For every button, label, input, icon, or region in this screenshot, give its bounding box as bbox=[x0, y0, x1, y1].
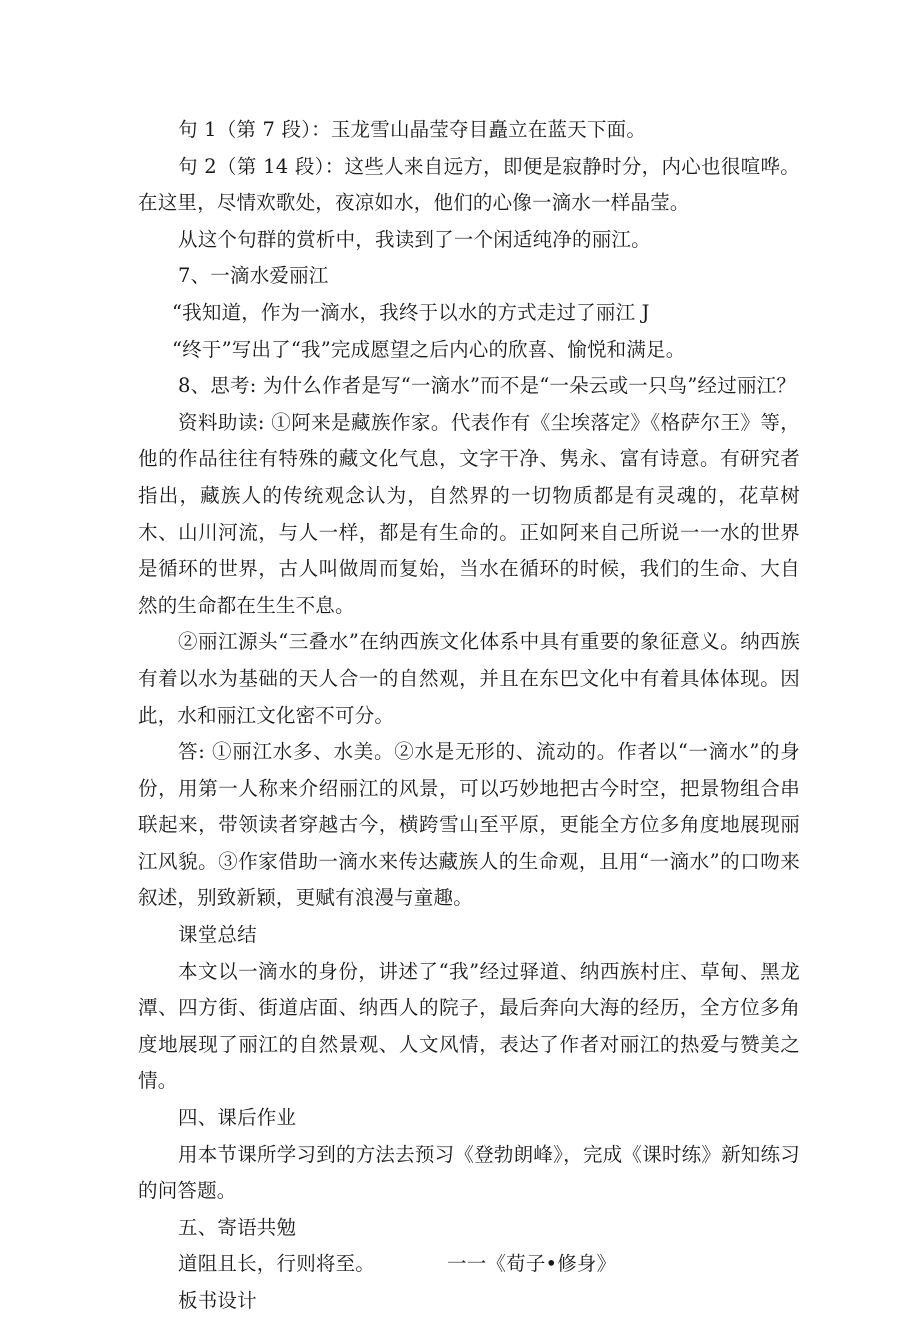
motto-quote: 道阻且长，行则将至。 bbox=[178, 1252, 376, 1276]
motto-line bbox=[138, 1246, 800, 1283]
reference-material-2: ②丽江源头“三叠水”在纳西族文化体系中具有重要的象征意义。纳西族有着以水为基础的天人合一的自然观，并且在东巴文化中有着具体体现。因此，水和丽江文化密不可分。 bbox=[138, 630, 800, 727]
section-heading-7: 7、一滴水爱丽江 bbox=[178, 264, 329, 288]
blackboard-design-heading: 板书设计 bbox=[178, 1289, 257, 1312]
document-body bbox=[138, 112, 800, 1320]
reference-material-1: 资料助读: ①阿来是藏族作家。代表作有《尘埃落定》《格萨尔王》等，他的作品往往有特殊的藏文化气息，文字干净、隽永、富有诗意。有研究者指出，藏族人的传统观念认为，自然界的一切物质都是有灵魂的，花草树木、山川河流，与人一样，都是有生命的。正如阿来自己所说一一水的世界是循环的世界，古人叫做周而复始，当水在循环的时候，我们的生命、大自然的生命都在生生不息。 bbox=[138, 410, 800, 617]
class-summary-text: 本文以一滴水的身份，讲述了“我”经过驿道、纳西族村庄、草甸、黑龙潭、四方街、街道店面、纳西人的院子，最后奔向大海的经历，全方位多角度地展现了丽江的自然景观、人文风情，表达了作者对丽江的热爱与赞美之情。 bbox=[138, 959, 800, 1093]
quote-analysis: “终于”写出了“我”完成愿望之后内心的欣喜、愉悦和满足。 bbox=[172, 337, 686, 361]
answer-paragraph: 答: ①丽江水多、水美。②水是无形的、流动的。作者以“一滴水”的身份，用第一人称来介绍丽江的风景，可以巧妙地把古今时空，把景物组合串联起来，带领读者穿越古今，横跨雪山至平原，更能全方位多角度地展现丽江风貌。③作家借助一滴水来传达藏族人的生命观，且用“一滴水”的口吻来叙述，别致新颖，更赋有浪漫与童趣。 bbox=[138, 740, 800, 910]
paragraph-analysis-summary: 从这个句群的赏析中，我读到了一个闲适纯净的丽江。 bbox=[178, 227, 651, 251]
motto-source: 一一《荀子•修身》 bbox=[447, 1252, 617, 1276]
class-summary-heading: 课堂总结 bbox=[178, 923, 257, 947]
motto-heading: 五、寄语共勉 bbox=[178, 1215, 297, 1239]
paragraph-sentence-2: 句 2（第 14 段）：这些人来自远方，即便是寂静时分，内心也很喧哗。在这里，尽情欢歌处，夜凉如水，他们的心像一滴水一样晶莹。 bbox=[138, 154, 800, 215]
homework-heading: 四、课后作业 bbox=[178, 1106, 297, 1130]
paragraph-sentence-1: 句 1（第 7 段）：玉龙雪山晶莹夺目矗立在蓝天下面。 bbox=[178, 118, 647, 141]
homework-text: 用本节课所学习到的方法去预习《登勃朗峰》，完成《课时练》新知练习的问答题。 bbox=[138, 1142, 800, 1203]
section-heading-8: 8、思考: 为什么作者是写“一滴水”而不是“一朵云或一只鸟”经过丽江？ bbox=[178, 374, 797, 398]
quote-line: “我知道，作为一滴水，我终于以水的方式走过了丽江 J bbox=[172, 300, 650, 324]
